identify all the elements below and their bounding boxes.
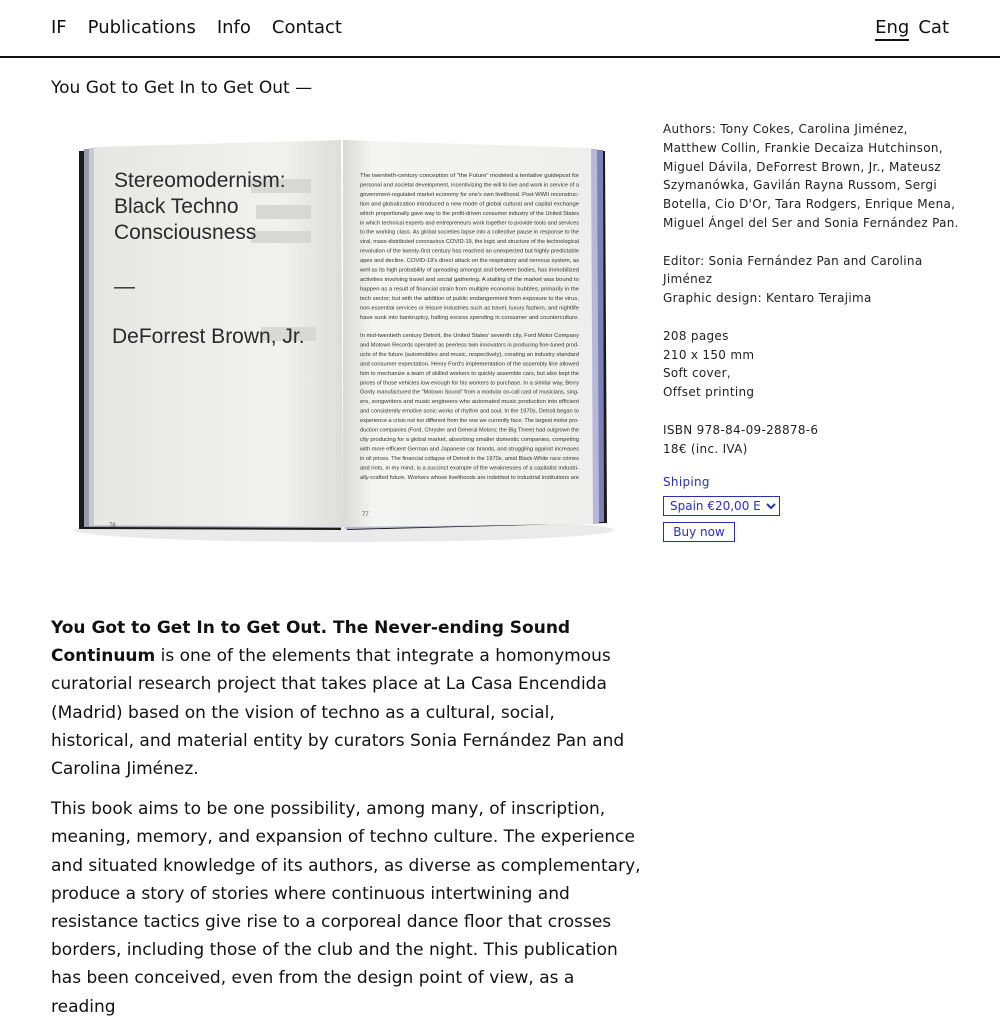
- isbn-price: [663, 421, 963, 459]
- right-page-text-line: to the working class. As global societies lapse into a collective pause in response to the: [360, 229, 579, 236]
- left-page-heading-line: Consciousness: [114, 221, 257, 244]
- right-page-text-line: happen as a result of financial strain from multiple economic bubbles; primarily in the: [360, 286, 579, 293]
- right-page-text-line: non-essential services or leisure industries such as travel, luxury fashion, and nightlife: [360, 305, 579, 312]
- cover-text: Soft cover,: [663, 366, 731, 381]
- right-page-text-line: well as its high probability of spreading amongst and between bodies, has immobilized: [358, 267, 579, 274]
- book-details: [663, 120, 963, 542]
- right-page-text-line: and consistently emotive sonic works of rhythm and soul. In the 1970s, Detroit began to: [360, 408, 579, 415]
- description-paragraph: [51, 614, 641, 783]
- right-page-text-line: prices of those vehicles low enough for his workers to purchase. In a similar way, Berry: [360, 380, 580, 387]
- right-page-text-line: experience a crisis not too different from the one we currently face. The largest motor pro-: [360, 418, 580, 425]
- right-page-text-line: ucts of the future (automobiles and music, respectively), creating an industry standard: [360, 351, 579, 358]
- left-page-heading-line: Stereomodernism:: [114, 169, 286, 192]
- editor-text: Editor: Sonia Fernández Pan and Carolina Jiménez: [663, 253, 923, 287]
- open-book-image: [51, 115, 637, 555]
- nav-publications-link[interactable]: Publications: [87, 17, 196, 38]
- right-page-number: 77: [362, 512, 369, 518]
- description-title: You Got to Get In to Get Out. The Never-ending Sound Continuum: [51, 618, 571, 667]
- shipping-select[interactable]: [663, 496, 780, 516]
- specs: [663, 327, 963, 402]
- book-photo: [51, 115, 637, 555]
- right-page-text-line: Gordy manufactured the "Motown Sound" from a modular on-call cast of musicians, sing-: [360, 389, 580, 396]
- right-page-text-line: which proportionally gave way to the profit-driven consumer industry of the United States: [358, 210, 580, 217]
- left-page-heading-line: Black Techno: [114, 195, 239, 218]
- main-menu: [51, 17, 342, 38]
- isbn-text: ISBN 978-84-09-28878-6: [663, 422, 819, 437]
- language-switcher: [875, 17, 949, 41]
- right-page-text-line: in oil prices. The financial collapse of Detroit in the 1970s, amid Black-White race crimes: [360, 455, 580, 462]
- shipping-label: Shiping: [663, 475, 710, 490]
- right-page-text-line: viral, mass-distributed coronavirus COVID-19, the logic and structure of the technological: [360, 239, 579, 246]
- right-page-text-line: duction companies (Ford, Chrysler and General Motors; the Big Three) had outgrown the: [360, 427, 579, 434]
- purchase-form: [663, 473, 963, 542]
- left-page-dash: —: [114, 275, 135, 298]
- left-page-author: DeForrest Brown, Jr.: [112, 325, 305, 348]
- right-page-text-line: have sunk into bankruptcy, halting excess spending in consumer and counterculture.: [360, 314, 579, 321]
- description-paragraph: This book aims to be one possibility, among many, of inscription, meaning, memory, and expansion of techno culture. The experience and situated knowledge of its authors, as diverse as complementary, produce a story of stories where continuous intertwining and resistance tactics give rise to a corporeal dance floor that crosses borders, including those of the club and the night. This publication has been conceived, even from the design point of view, as a reading: [51, 799, 641, 1017]
- right-page-text-line: him to mechanize a team of skilled workers to quickly assemble cars, but also kept the: [360, 370, 579, 377]
- right-page-text-line: ally-crafted future. Workers whose livelihoods are indebted to industrial institutions are: [360, 474, 579, 481]
- right-page-text-line: and consumer expectation. Henry Ford's implementation of the assembly line allowed: [360, 361, 579, 368]
- nav-info-link[interactable]: Info: [216, 17, 251, 38]
- right-page-text-line: revolution of the twenty-first century has reached an unexpected but highly predictable: [360, 248, 579, 255]
- language-cat-link[interactable]: Cat: [918, 17, 949, 38]
- right-page-text-line: tion and globalization introduced a new mode of global cultural and capital exchange: [360, 201, 579, 208]
- top-navigation: [0, 0, 1000, 58]
- right-page-text-line: tech sector; but with the addition of public endangerment from exposure to the virus,: [360, 295, 580, 302]
- language-eng-link[interactable]: Eng: [875, 17, 909, 41]
- nav-contact-link[interactable]: Contact: [271, 17, 342, 38]
- right-page-text-line: and riots, in my mind, is a succinct example of the weaknesses of a capitalist industri-: [360, 465, 580, 472]
- description-text: is one of the elements that integrate a homonymous curatorial research project that takes place at La Casa Encendida (Madrid) based on the vision of techno as a cultural, social, historical, and material entity by curators Sonia Fernández Pan and Carolina Jiménez.: [51, 646, 625, 780]
- design-text: Graphic design: Kentaro Terajima: [663, 291, 872, 306]
- left-page-number: 76: [109, 523, 116, 529]
- authors-text: Authors: Tony Cokes, Carolina Jiménez, Matthew Collin, Frankie Decaiza Hutchinson, Miguel Dávila, DeForrest Brown, Jr., Mateusz Szymanówka, Gavilán Rayna Russom, Sergi Botella, Cio D'Or, Tara Rodgers, Enrique Mena, Miguel Ángel del Ser and Sonia Fernández Pan.: [663, 122, 959, 230]
- pages-text: 208 pages: [663, 328, 729, 343]
- nav-home-link[interactable]: IF: [51, 17, 67, 38]
- page-title: You Got to Get In to Get Out —: [51, 78, 313, 98]
- right-page-text-line: apex and decline. COVID-19's direct attack on the respiratory and nervous system, as: [360, 258, 580, 265]
- buy-now-button[interactable]: Buy now: [663, 522, 735, 542]
- right-page-text-line: activities involving travel and social gathering. A stalling of the market was bound to: [360, 276, 579, 283]
- right-page-text-line: city producing for a global market, absorbing smaller domestic companies, competing: [360, 436, 579, 443]
- right-page-text-line: with more efficient German and Japanese car brands, and struggling against increases: [358, 446, 580, 453]
- description: [51, 614, 641, 1033]
- right-page-text-line: In mid-twentieth century Detroit, the United States' seventh city, Ford Motor Company: [360, 333, 580, 339]
- right-page-text-line: and Motown Records operated as peerless twin innovators in producing fine-tuned prod-: [360, 342, 580, 349]
- right-page-text-line: government-regulated market economy for one's own livelihood. Post-WWII reconstruc-: [360, 191, 580, 198]
- right-page-text-line: ers, songwriters and music engineers who automated music production into efficient: [360, 399, 580, 406]
- price-text: 18€ (inc. IVA): [663, 441, 748, 456]
- right-page-text-line: personal and societal development, incentivizing the will to live and work in service of a: [360, 182, 579, 189]
- size-text: 210 x 150 mm: [663, 347, 755, 362]
- credits: [663, 252, 963, 308]
- right-page-text-line: The twentieth-century conception of "the Future" modeled a tentative guidepost for: [360, 173, 580, 179]
- printing-text: Offset printing: [663, 385, 755, 400]
- right-page-text-line: in which technical experts and entrepreneurs work together to provide tools and services: [360, 220, 580, 227]
